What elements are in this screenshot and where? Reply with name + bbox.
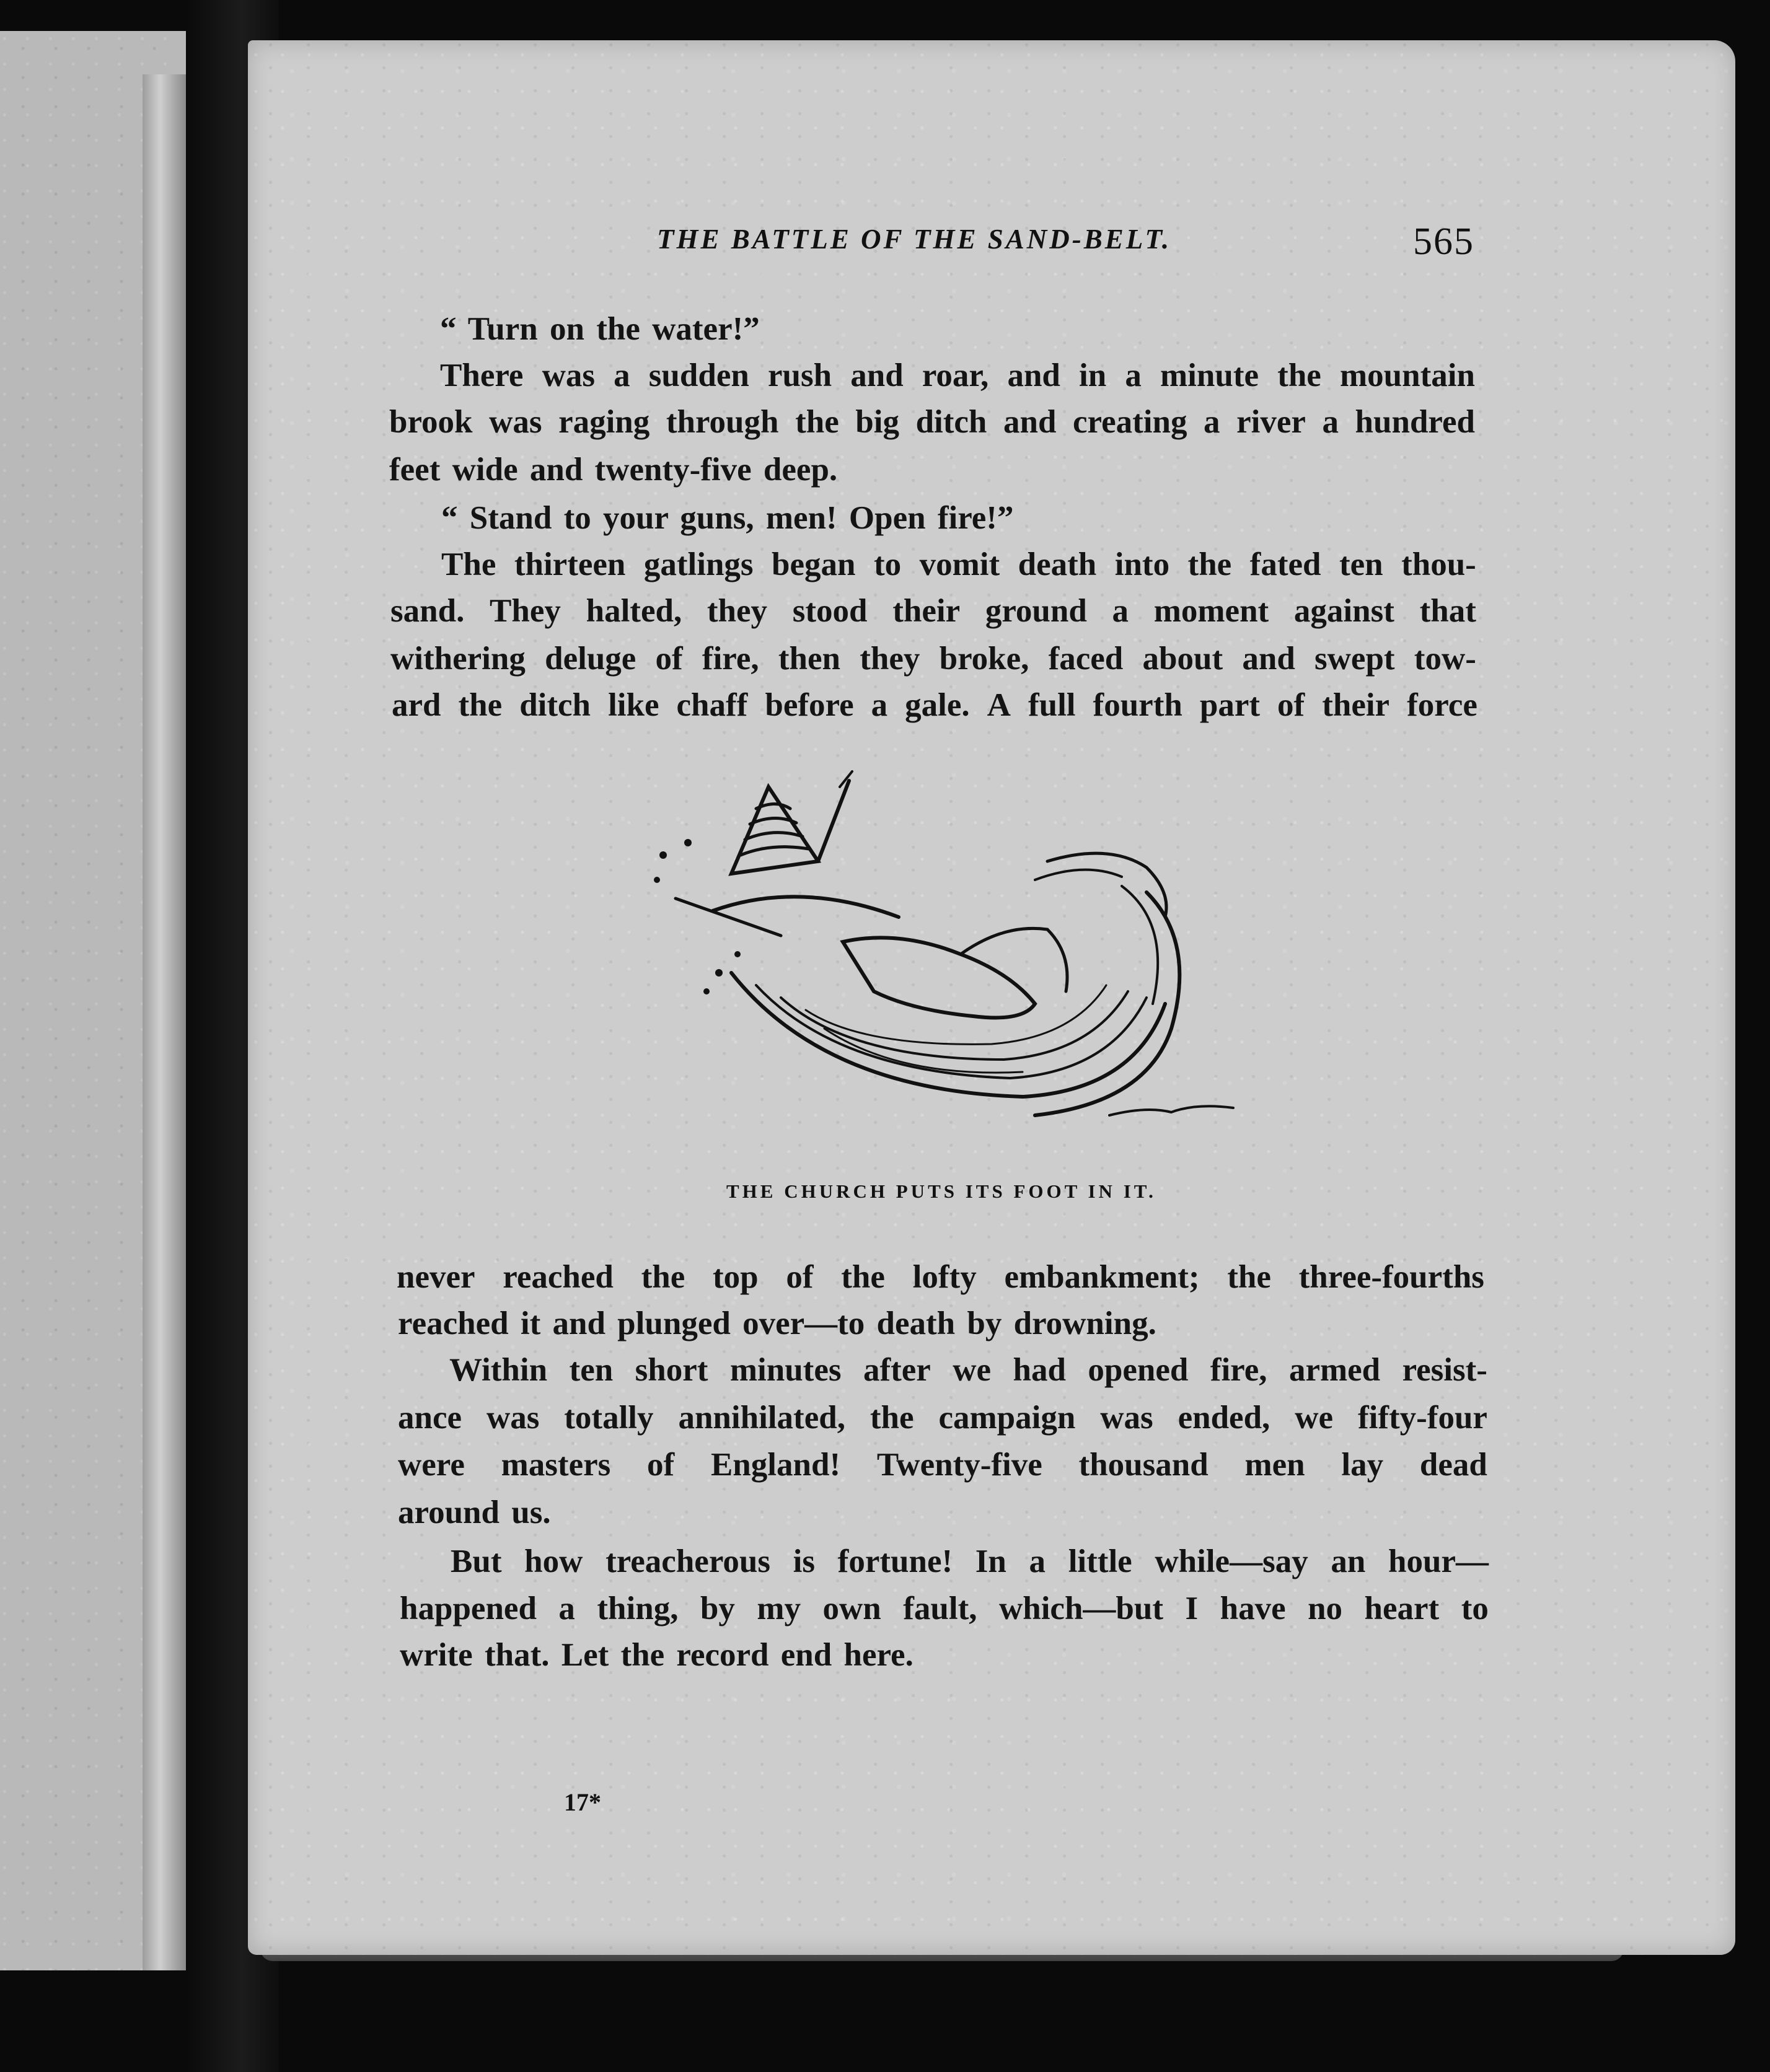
word: and — [1003, 404, 1057, 440]
word: we — [1295, 1400, 1334, 1436]
text-line — [400, 1592, 1489, 1625]
word: minute — [1160, 358, 1259, 393]
word: river — [1236, 404, 1306, 440]
word: embankment; — [1004, 1259, 1200, 1295]
word: about — [1142, 641, 1223, 677]
word: Within — [449, 1352, 548, 1388]
word: ground — [985, 593, 1087, 629]
text-line: feet wide and twenty-five deep. — [389, 452, 838, 488]
word: vomit — [919, 547, 1000, 582]
word: ance — [398, 1400, 462, 1436]
text-line — [451, 1545, 1489, 1578]
word: their — [892, 593, 961, 629]
word: after — [863, 1352, 931, 1388]
word: mountain — [1339, 358, 1475, 393]
text-line — [398, 1449, 1487, 1482]
word: ditch — [915, 404, 987, 440]
word: ditch — [519, 687, 591, 723]
word: There — [440, 358, 524, 393]
word: annihilated, — [678, 1400, 845, 1436]
word: short — [635, 1352, 708, 1388]
word: we — [953, 1352, 992, 1388]
word: they — [707, 593, 768, 629]
word: full — [1028, 687, 1076, 723]
word: the — [641, 1259, 685, 1295]
word: a — [1112, 593, 1129, 629]
word: rush — [767, 358, 832, 393]
word: campaign — [938, 1400, 1076, 1436]
word: and — [1007, 358, 1060, 393]
word: the — [458, 687, 503, 723]
word: dead — [1419, 1447, 1487, 1483]
word: reached — [503, 1259, 614, 1295]
word: and — [1242, 641, 1295, 677]
page-number: 565 — [1413, 221, 1474, 263]
word: They — [490, 593, 561, 629]
word: the — [1227, 1259, 1271, 1295]
text-line: reached it and plunged over—to death by drowning. — [398, 1306, 1156, 1341]
signature-mark: 17* — [564, 1788, 601, 1816]
word: an — [1331, 1543, 1366, 1579]
text-line — [390, 643, 1476, 675]
word: was — [489, 404, 542, 440]
figure-caption: THE CHURCH PUTS ITS FOOT IN IT. — [726, 1180, 1156, 1202]
word: a — [1125, 358, 1142, 393]
word: the — [870, 1400, 914, 1436]
word: before — [765, 687, 854, 723]
running-title: THE BATTLE OF THE SAND-BELT. — [657, 224, 1172, 255]
text-line — [441, 548, 1476, 581]
text-line: “ Stand to your guns, men! Open fire!” — [441, 500, 1014, 536]
word: big — [855, 404, 899, 440]
word: fourth — [1093, 687, 1182, 723]
word: have — [1220, 1591, 1286, 1626]
word: Twenty-five — [876, 1447, 1042, 1483]
word: fortune! — [837, 1543, 953, 1579]
word: resist- — [1402, 1352, 1487, 1388]
word: fated — [1249, 547, 1321, 582]
word: was — [542, 358, 595, 393]
word: creating — [1073, 404, 1187, 440]
word: against — [1293, 593, 1394, 629]
word: treacherous — [605, 1543, 770, 1579]
word: faced — [1048, 641, 1124, 677]
word: like — [608, 687, 659, 723]
word: their — [1322, 687, 1390, 723]
word: began — [772, 547, 856, 582]
word: But — [451, 1543, 502, 1579]
word: deluge — [545, 641, 636, 677]
word: I — [1185, 1591, 1199, 1626]
word: totally — [564, 1400, 654, 1436]
word: thousand — [1078, 1447, 1209, 1483]
word: and — [850, 358, 904, 393]
word: never — [397, 1259, 475, 1295]
word: in — [1079, 358, 1107, 393]
word: gale. — [905, 687, 970, 723]
word: ended, — [1178, 1400, 1270, 1436]
word: by — [700, 1591, 735, 1626]
word: England! — [710, 1447, 841, 1483]
word: thou- — [1401, 547, 1476, 582]
word: a — [1204, 404, 1220, 440]
word: had — [1013, 1352, 1066, 1388]
text-line — [392, 689, 1477, 722]
word: top — [713, 1259, 759, 1295]
word: three-fourths — [1298, 1259, 1484, 1295]
word: a — [614, 358, 630, 393]
word: that — [1419, 593, 1476, 629]
word: stood — [792, 593, 868, 629]
word: men — [1244, 1447, 1305, 1483]
word: thirteen — [514, 547, 626, 582]
word: own — [822, 1591, 881, 1626]
church-trampled-illustration — [638, 768, 1246, 1165]
text-line — [389, 406, 1475, 439]
word: death — [1018, 547, 1097, 582]
word: minutes — [729, 1352, 842, 1388]
word: sudden — [648, 358, 749, 393]
word: was — [1100, 1400, 1153, 1436]
word: then — [778, 641, 840, 677]
word: a — [1322, 404, 1339, 440]
word: armed — [1288, 1352, 1381, 1388]
word: little — [1068, 1543, 1132, 1579]
text-line — [449, 1354, 1487, 1387]
text-line: “ Turn on the water!” — [440, 311, 760, 347]
text-line — [397, 1261, 1484, 1294]
word: brook — [389, 404, 473, 440]
word: heart — [1364, 1591, 1440, 1626]
word: force — [1407, 687, 1477, 723]
word: to — [1461, 1591, 1489, 1626]
word: into — [1114, 547, 1170, 582]
word: the — [795, 404, 839, 440]
text-line: write that. Let the record end here. — [400, 1637, 914, 1673]
text-line: around us. — [398, 1495, 551, 1530]
word: sand. — [390, 593, 465, 629]
word: fault, — [903, 1591, 977, 1626]
word: was — [486, 1400, 540, 1436]
text-line — [390, 595, 1476, 628]
text-line — [440, 359, 1475, 392]
word: opened — [1088, 1352, 1189, 1388]
word: while—say — [1155, 1543, 1308, 1579]
word: In — [975, 1543, 1006, 1579]
word: roar, — [922, 358, 989, 393]
word: how — [524, 1543, 583, 1579]
word: masters — [501, 1447, 611, 1483]
facing-page-edge — [143, 74, 186, 1970]
word: tow- — [1414, 641, 1476, 677]
word: fire, — [702, 641, 759, 677]
word: of — [655, 641, 683, 677]
word: hundred — [1355, 404, 1475, 440]
word: a — [1029, 1543, 1046, 1579]
word: of — [786, 1259, 814, 1295]
word: thing, — [597, 1591, 679, 1626]
word: broke, — [939, 641, 1029, 677]
word: part — [1199, 687, 1260, 723]
word: swept — [1314, 641, 1395, 677]
word: a — [871, 687, 888, 723]
word: raging — [558, 404, 650, 440]
word: my — [757, 1591, 801, 1626]
word: The — [441, 547, 496, 582]
word: the — [841, 1259, 885, 1295]
word: ten — [1339, 547, 1383, 582]
word: ard — [392, 687, 441, 723]
word: is — [793, 1543, 816, 1579]
word: hour— — [1388, 1543, 1489, 1579]
word: happened — [400, 1591, 537, 1626]
word: gatlings — [643, 547, 754, 582]
word: chaff — [676, 687, 748, 723]
word: they — [860, 641, 920, 677]
word: a — [558, 1591, 575, 1626]
word: fifty-four — [1357, 1400, 1487, 1436]
word: no — [1308, 1591, 1343, 1626]
word: ten — [569, 1352, 614, 1388]
word: withering — [390, 641, 526, 677]
word: A — [987, 687, 1011, 723]
word: were — [398, 1447, 465, 1483]
word: lofty — [912, 1259, 977, 1295]
word: through — [666, 404, 779, 440]
text-line — [398, 1402, 1487, 1434]
word: fire, — [1210, 1352, 1267, 1388]
word: of — [647, 1447, 675, 1483]
word: halted, — [586, 593, 682, 629]
word: the — [1277, 358, 1321, 393]
word: lay — [1341, 1447, 1384, 1483]
word: to — [873, 547, 902, 582]
word: of — [1277, 687, 1305, 723]
word: moment — [1153, 593, 1269, 629]
word: which—but — [998, 1591, 1164, 1626]
word: the — [1187, 547, 1232, 582]
